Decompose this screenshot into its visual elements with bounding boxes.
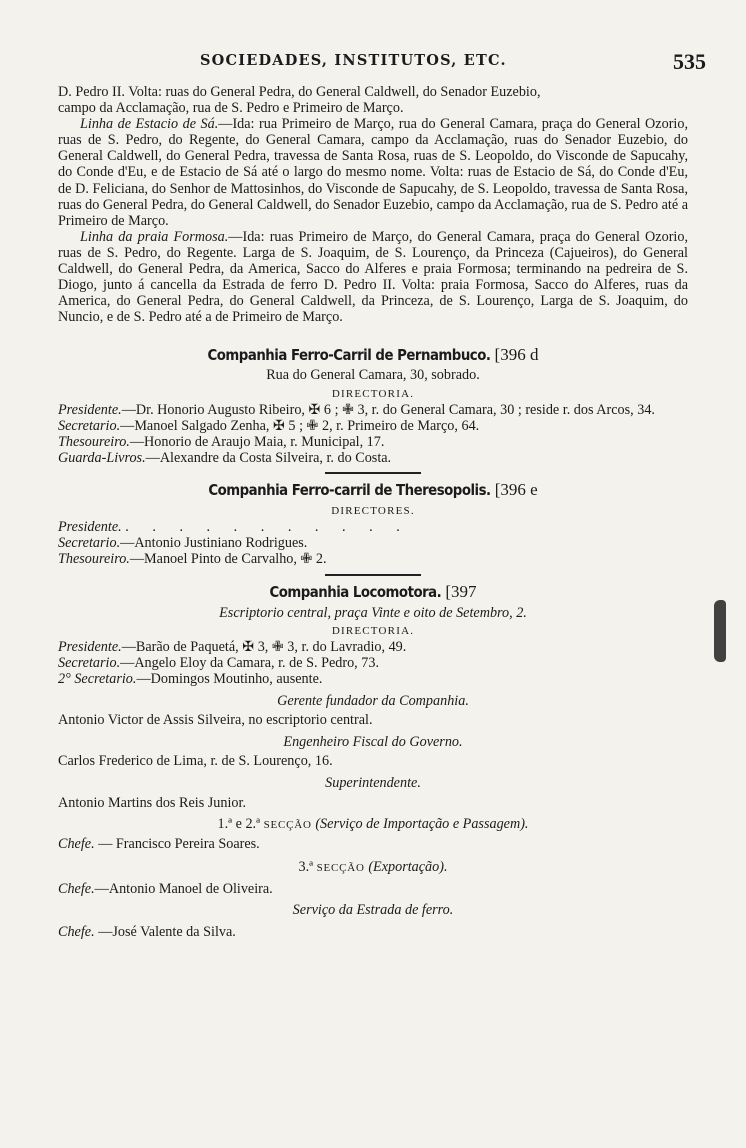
superintendente-label: Superintendente. (325, 775, 421, 792)
locomotora-office: Escriptorio central, praça Vinte e oito de Setembro, 2. (219, 604, 527, 621)
pernambuco-member-4 (58, 450, 688, 466)
member-role: Chefe. (58, 835, 95, 852)
secao-word: SECÇÃO (263, 818, 312, 831)
chefe-1 (58, 836, 688, 852)
member-role: 2° Secretario. (58, 671, 137, 687)
locomotora-section: DIRECTORIA. (331, 624, 415, 637)
member-role: Chefe. (58, 880, 95, 897)
engenheiro-name: Carlos Frederico de Lima, r. de S. Lourenço, 16. (58, 753, 333, 770)
member-text: —Alexandre da Costa Silveira, r. do Costa. (145, 449, 392, 466)
page-body (58, 84, 688, 940)
secao-desc: (Exportação). (368, 858, 448, 875)
theresopolis-section: DIRECTORES. (331, 505, 415, 518)
member-role: Secretario. (58, 535, 121, 552)
page-header (0, 46, 746, 76)
gerente-label: Gerente fundador da Companhia. (277, 693, 469, 710)
pernambuco-name: Companhia Ferro-Carril de Pernambuco. (207, 347, 491, 365)
pernambuco-section: DIRECTORIA. (331, 387, 415, 400)
secao-1-2-heading (58, 816, 688, 833)
locomotora-name: Companhia Locomotora. (269, 583, 442, 601)
theresopolis-name: Companhia Ferro-carril de Theresopolis. (208, 482, 491, 500)
member-text: —Dr. Honorio Augusto Ribeiro, ✠ 6 ; ✙ 3, r. do General Camara, 30 ; reside r. dos Arcos, 34. (121, 401, 655, 418)
member-text: —Manoel Salgado Zenha, ✠ 5 ; ✙ 2, r. Primeiro de Março, 64. (120, 417, 480, 434)
pernambuco-member-1 (58, 402, 688, 418)
intro-line-2: campo da Acclamação, rua de S. Pedro e Primeiro de Março. (58, 100, 404, 117)
member-text: —José Valente da Silva. (98, 924, 236, 941)
member-role: Guarda-Livros. (58, 449, 146, 466)
theresopolis-heading (58, 482, 688, 499)
running-title: SOCIEDADES, INSTITUTOS, ETC. (200, 52, 507, 69)
page-number: 535 (673, 49, 706, 74)
formosa-label: Linha da praia Formosa. (80, 228, 229, 245)
member-text: —Antonio Justiniano Rodrigues. (120, 535, 308, 552)
intro-line-1: D. Pedro II. Volta: ruas do General Pedra, do General Caldwell, do Senador Euzebio, (58, 84, 541, 100)
member-text: —Barão de Paquetá, ✠ 3, ✙ 3, r. do Lavradio, 49. (121, 638, 407, 655)
gerente-name: Antonio Victor de Assis Silveira, no escriptorio central. (58, 712, 373, 729)
estacio-label: Linha de Estacio de Sá. (80, 116, 219, 133)
chefe-3 (58, 924, 688, 940)
theresopolis-member-1 (58, 519, 688, 535)
locomotora-ref: [397 (445, 581, 477, 601)
member-text: . . . . . . . . . . . (125, 519, 410, 536)
secao-3-heading (58, 859, 688, 876)
member-text: —Manoel Pinto de Carvalho, ✙ 2. (129, 551, 327, 568)
member-role: Thesoureiro. (58, 433, 130, 450)
chefe-2 (58, 881, 688, 897)
pernambuco-address: Rua do General Camara, 30, sobrado. (266, 366, 480, 383)
estacio-text: —Ida: rua Primeiro de Março, rua do General Camara, praça do General Ozorio, ruas de S. Pedro, do Regente, do General Camara, campo da Acclamação, ruas do Senador Euzebio, do General Caldwell, do General Pedra, travessa de Santa Rosa, ruas de S. Leopoldo, do Visconde de Sapucahy, do Conde d'Eu, e de Estacio de Sá até o largo do mesmo nome. Volta: ruas de Estacio de Sá, do Conde d'Eu, de D. Feliciana, do Senhor de Mattosinhos, do Visconde de Sapucahy, de S. Leopoldo, travessa de Santa Rosa, ruas do General Pedra, do General Caldwell, do Senador Euzebio, campo da Acclamação, rua de S. Pedro até a Primeiro de Março. (58, 116, 688, 229)
member-text: —Angelo Eloy da Camara, r. de S. Pedro, 73. (120, 654, 379, 671)
formosa-paragraph (58, 229, 688, 326)
formosa-text: —Ida: ruas Primeiro de Março, do General Camara, praça do General Ozorio, ruas de S. Pedro, do Regente. Larga de S. Joaquim, de S. Lourenço, da Princeza (Cajueiros), do General Caldwell, do General Pedra, da America, Sacco do Alferes e praia Formosa; terminando na pedreira de S. Diogo, junto á cancella da Estrada de ferro D. Pedro II. Volta: praia Formosa, Sacco do Alferes, ruas da America, do General Pedra, do General Caldwell, da Princeza, de S. Lourenço, Larga de S. Joaquim, do Nuncio, e de S. Pedro até a de Primeiro de Março. (58, 228, 688, 326)
pernambuco-member-2 (58, 418, 688, 434)
theresopolis-member-3 (58, 551, 688, 567)
member-role: Presidente. (58, 638, 122, 655)
secao-word: SECÇÃO (316, 861, 365, 874)
member-text: —Domingos Moutinho, ausente. (136, 671, 323, 687)
secao-num: 1.ª e 2.ª (217, 815, 261, 832)
pernambuco-ref: [396 d (494, 345, 539, 365)
engenheiro-label: Engenheiro Fiscal do Governo. (283, 734, 463, 751)
member-role: Thesoureiro. (58, 551, 130, 568)
member-text: —Honorio de Araujo Maia, r. Municipal, 17. (129, 433, 385, 450)
member-text: —Antonio Manoel de Oliveira. (94, 880, 273, 897)
locomotora-member-3 (58, 671, 688, 687)
secao-desc: (Serviço de Importação e Passagem). (315, 815, 529, 832)
locomotora-heading (58, 581, 688, 601)
member-role: Secretario. (58, 654, 121, 671)
member-role: Secretario. (58, 417, 121, 434)
superintendente-name: Antonio Martins dos Reis Junior. (58, 794, 246, 811)
theresopolis-member-2 (58, 535, 688, 551)
estacio-paragraph (58, 116, 688, 229)
secao-num: 3.ª (298, 858, 314, 875)
member-role: Presidente. (58, 401, 122, 418)
estrada-label: Serviço da Estrada de ferro. (292, 902, 454, 919)
pernambuco-heading (58, 347, 688, 364)
ink-blot (714, 600, 726, 662)
section-divider (325, 574, 421, 576)
member-role: Chefe. (58, 924, 95, 941)
section-divider (325, 472, 421, 474)
locomotora-member-2 (58, 655, 688, 671)
theresopolis-ref: [396 e (494, 480, 538, 500)
member-text: — Francisco Pereira Soares. (98, 835, 260, 852)
pernambuco-member-3 (58, 434, 688, 450)
locomotora-member-1 (58, 639, 688, 655)
member-role: Presidente. (58, 519, 122, 536)
